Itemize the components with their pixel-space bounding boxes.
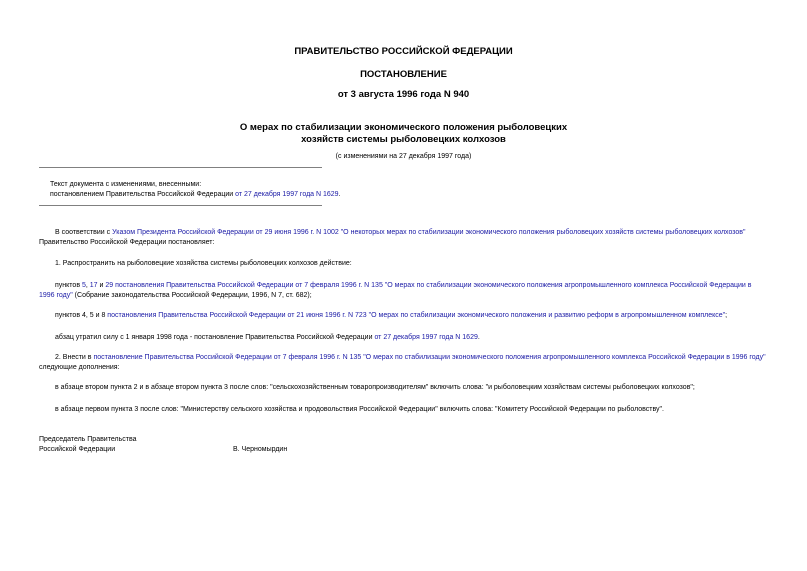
decree-1629-link[interactable]: от 27 декабря 1997 года N 1629	[374, 334, 478, 341]
amendment-note-line-1: Текст документа с изменениями, внесенными:	[50, 181, 202, 188]
points-separator: и	[97, 282, 106, 289]
signature-role-line-2: Российской Федерации	[39, 446, 116, 453]
points-separator: ,	[85, 282, 90, 289]
amendment-note	[50, 180, 350, 200]
top-divider	[39, 167, 322, 168]
paragraph-points-4-5-8	[55, 311, 769, 321]
document-type-heading: ПОСТАНОВЛЕНИЕ	[360, 69, 447, 80]
government-heading: ПРАВИТЕЛЬСТВО РОССИЙСКОЙ ФЕДЕРАЦИИ	[294, 46, 513, 57]
bottom-divider	[39, 205, 322, 206]
paragraph-preamble	[39, 228, 769, 248]
points-text-end: (Собрание законодательства Российской Федерации, 1996, N 7, ст. 682);	[72, 292, 312, 299]
paragraph-item-1: 1. Распространить на рыболовецкие хозяйства системы рыболовецких колхозов действие:	[55, 260, 352, 267]
paragraph-repealed	[55, 333, 769, 343]
preamble-text: В соответствии с	[55, 229, 113, 236]
signature-role	[39, 435, 239, 455]
preamble-text-end: Правительство Российской Федерации постановляет:	[39, 239, 215, 246]
decree-135-link[interactable]: 29 постановления Правительства Российской Федерации от 7 февраля 1996 г. N 135 "О мерах по стабилизации экономического положения агропромышленного комплекса Российской Федерации в 1996 году"	[39, 282, 752, 299]
document-title	[0, 122, 807, 146]
point-5-link[interactable]: 5	[81, 282, 86, 289]
paragraph-item-2	[39, 353, 769, 373]
points-text: пунктов	[55, 282, 82, 289]
signature-name: В. Черномырдин	[233, 446, 288, 453]
amendments-note: (с изменениями на 27 декабря 1997 года)	[335, 153, 472, 160]
note-decree-link[interactable]: от 27 декабря 1997 года N 1629	[235, 191, 339, 198]
paragraph-addition-1: в абзаце втором пункта 2 и в абзаце втором пункта 3 после слов: "сельскохозяйственным товаропроизводителям" включить слова: "и рыболовецким хозяйствам системы рыболовецких колхозов";	[55, 384, 695, 391]
note-text: постановлением Правительства Российской Федерации	[50, 191, 236, 198]
amendment-note-line-2	[50, 190, 350, 200]
item-2-text-end: следующие дополнения:	[39, 364, 120, 371]
points-text-end: ;	[725, 312, 728, 319]
repealed-text: абзац утратил силу с 1 января 1998 года - постановление Правительства Российской Федерации	[55, 334, 375, 341]
paragraph-points-5-17-29	[39, 281, 769, 301]
presidential-decree-link[interactable]: Указом Президента Российской Федерации от 29 июня 1996 г. N 1002 "О некоторых мерах по стабилизации экономического положения рыболовецких хозяйств системы рыболовецких колхозов"	[112, 229, 746, 236]
document-title-line-2: хозяйств системы рыболовецких колхозов	[301, 134, 506, 145]
point-17-link[interactable]: 17	[89, 282, 98, 289]
item-2-text: 2. Внести в	[55, 354, 94, 361]
decree-723-link[interactable]: постановления Правительства Российской Федерации от 21 июня 1996 г. N 723 "О мерах по стабилизации экономического положения и развитию реформ в агропромышленном комплексе"	[107, 312, 726, 319]
paragraph-addition-2: в абзаце первом пункта 3 после слов: "Министерству сельского хозяйства и продовольствия Российской Федерации" включить слова: "Комитету Российской Федерации по рыболовству".	[55, 406, 664, 413]
date-number-heading: от 3 августа 1996 года N 940	[337, 89, 470, 100]
signature-role-line-1: Председатель Правительства	[39, 436, 137, 443]
points-text: пунктов 4, 5 и 8	[55, 312, 108, 319]
decree-135-amend-link[interactable]: постановление Правительства Российской Федерации от 7 февраля 1996 г. N 135 "О мерах по стабилизации экономического положения агропромышленного комплекса Российской Федерации в 1996 году"	[93, 354, 766, 361]
repealed-text-end: .	[477, 334, 480, 341]
note-text-end: .	[338, 191, 341, 198]
document-title-line-1: О мерах по стабилизации экономического положения рыболовецких	[239, 122, 568, 133]
